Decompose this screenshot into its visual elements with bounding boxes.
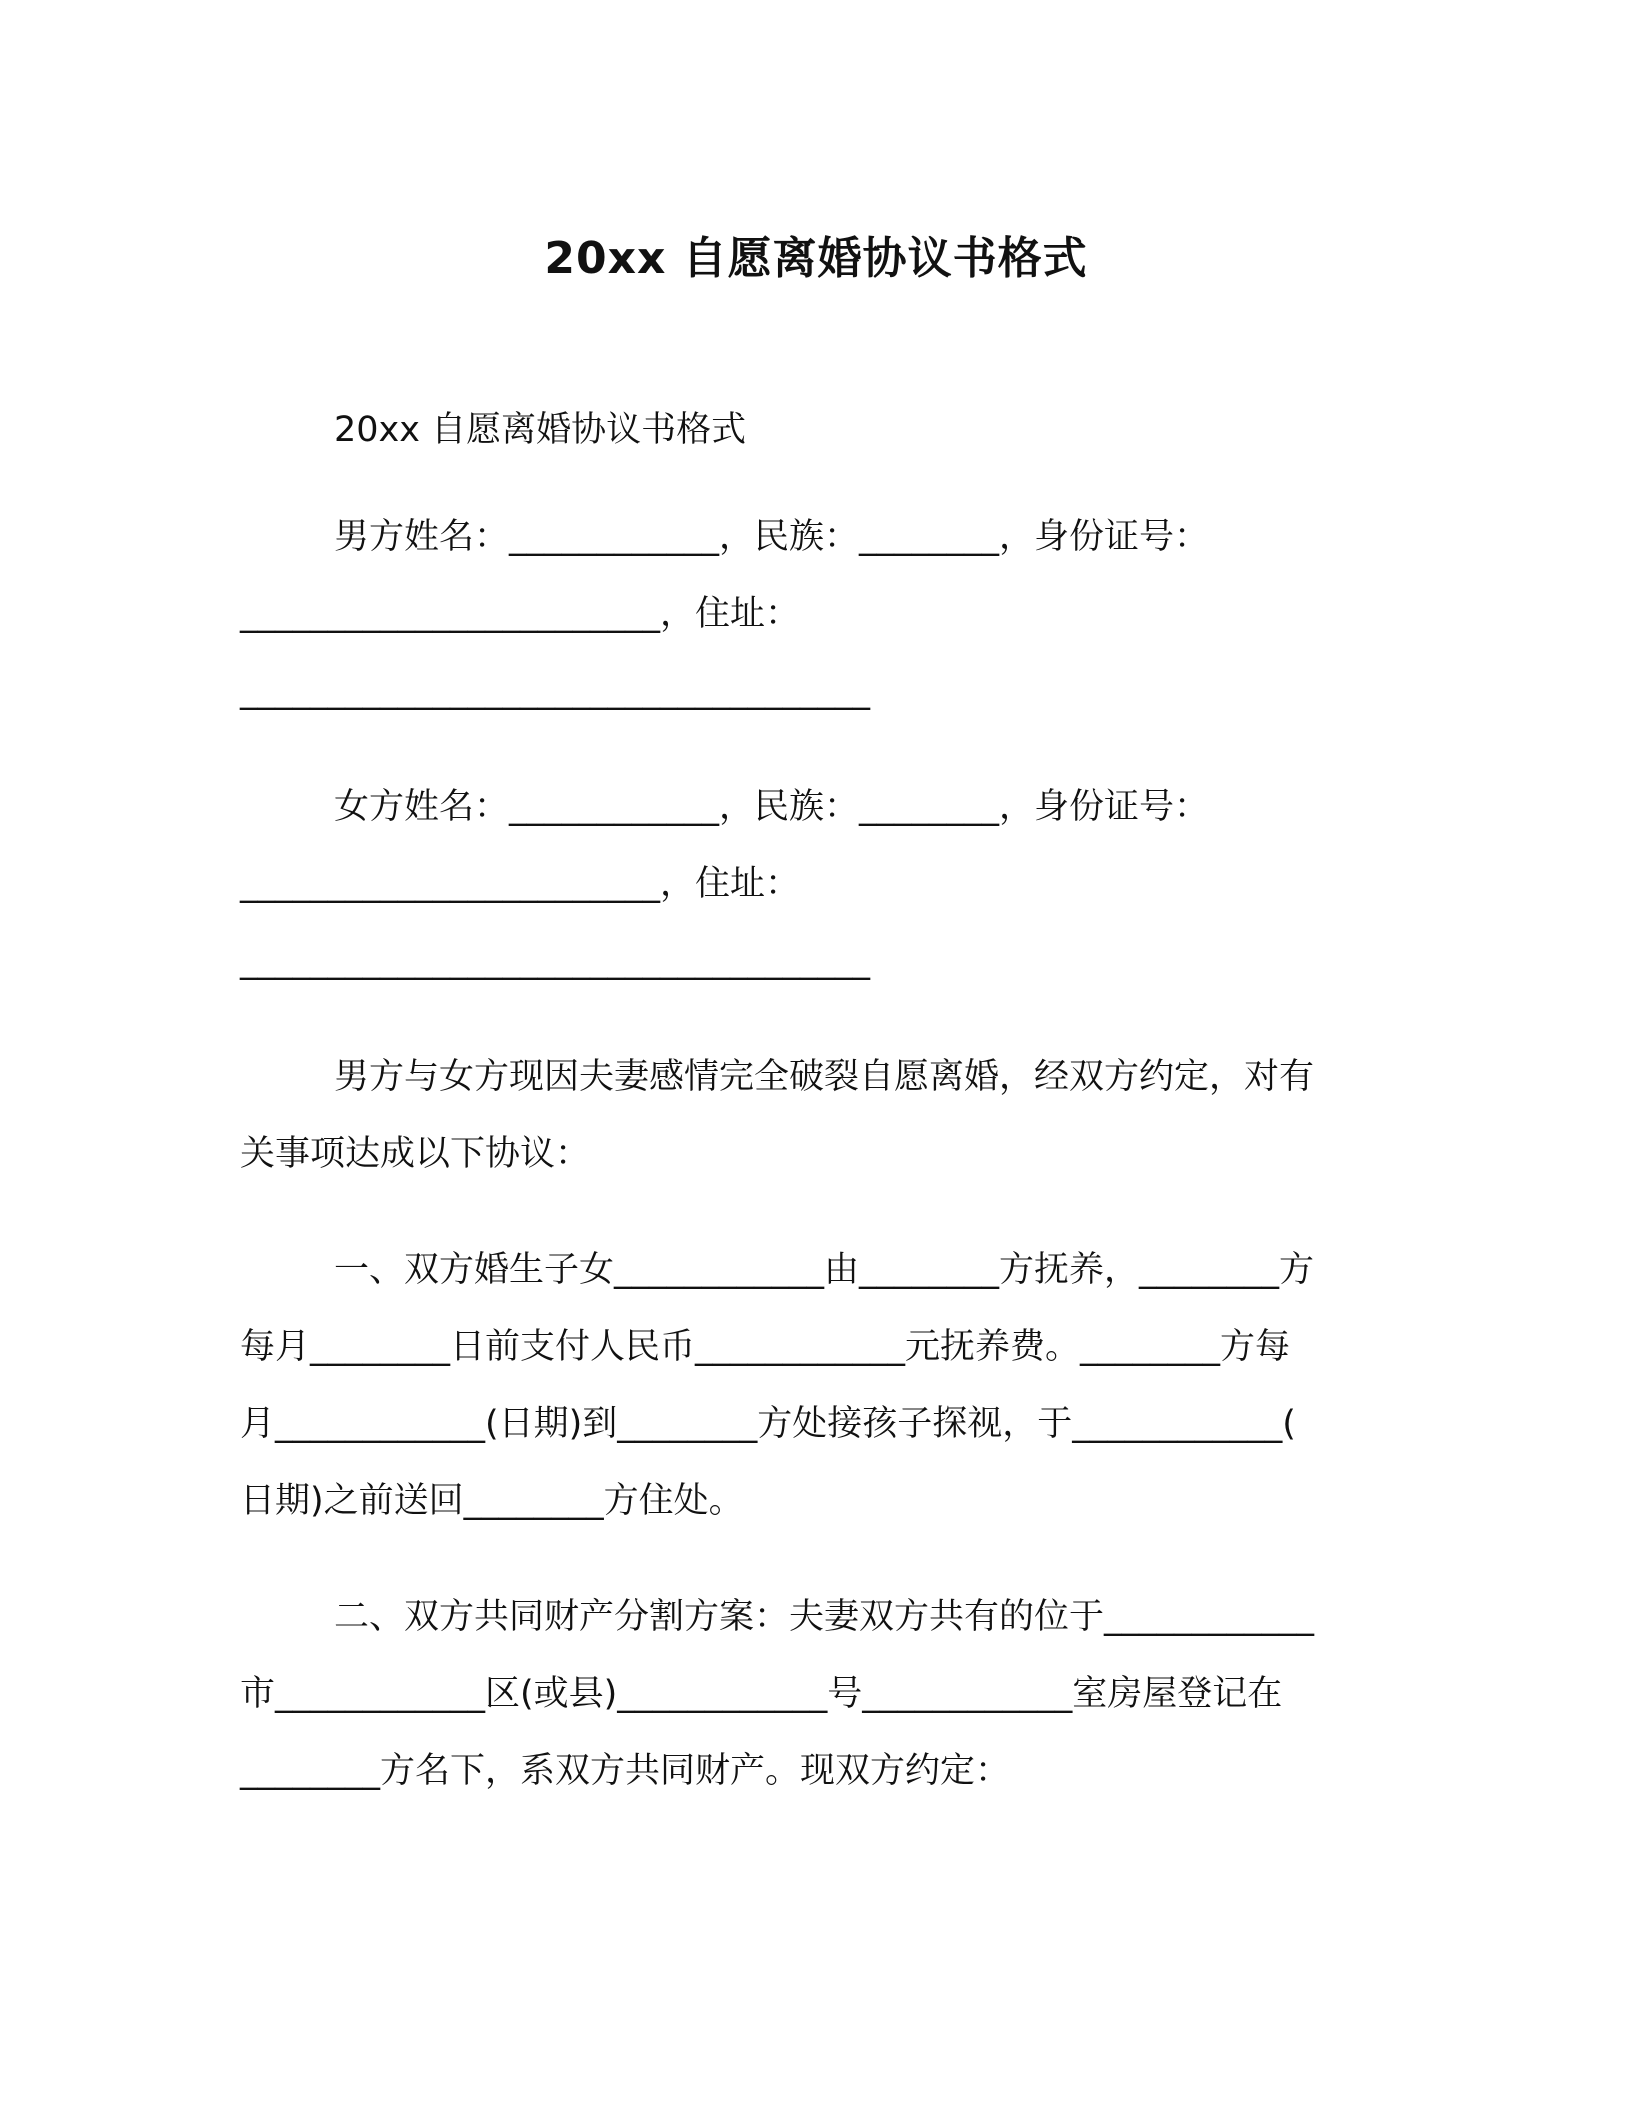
male-party-line-2: ________________________，住址： — [240, 594, 801, 634]
clause-2-line-2: 市____________区(或县)____________号____________室房屋登记在 — [240, 1674, 1283, 1714]
female-party-line-2: ________________________，住址： — [240, 864, 801, 904]
clause-2-line-3: ________方名下，系双方共同财产。现双方约定： — [240, 1751, 1011, 1791]
clause-1-custody — [240, 1232, 1400, 1540]
female-party-line-3: ____________________________________ — [240, 941, 870, 981]
document-title: 20xx 自愿离婚协议书格式 — [544, 233, 1088, 284]
subtitle-text: 20xx 自愿离婚协议书格式 — [334, 410, 747, 450]
document-body — [240, 392, 1400, 1849]
clause-1-line-3: 月____________(日期)到________方处接孩子探视，于____________( — [240, 1404, 1296, 1444]
female-party-line-1: 女方姓名：____________，民族：________，身份证号： — [334, 787, 1210, 827]
clause-1-line-2: 每月________日前支付人民币____________元抚养费。________方每 — [240, 1327, 1291, 1367]
male-party-line-3: ____________________________________ — [240, 671, 870, 711]
male-party-line-1: 男方姓名：____________，民族：________，身份证号： — [334, 517, 1210, 557]
intro-paragraph — [240, 1039, 1400, 1193]
clause-2-line-1: 二、双方共同财产分割方案：夫妻双方共有的位于____________ — [334, 1597, 1315, 1637]
clause-1-line-1: 一、双方婚生子女____________由________方抚养，________方 — [334, 1250, 1315, 1290]
document-subtitle — [240, 392, 1400, 469]
female-party-section — [240, 769, 1400, 1000]
clause-1-line-4: 日期)之前送回________方住处。 — [240, 1481, 744, 1521]
intro-line-2: 关事项达成以下协议： — [240, 1134, 591, 1174]
clause-2-property — [240, 1579, 1400, 1810]
male-party-section — [240, 499, 1400, 730]
intro-line-1: 男方与女方现因夫妻感情完全破裂自愿离婚，经双方约定，对有 — [334, 1057, 1315, 1097]
